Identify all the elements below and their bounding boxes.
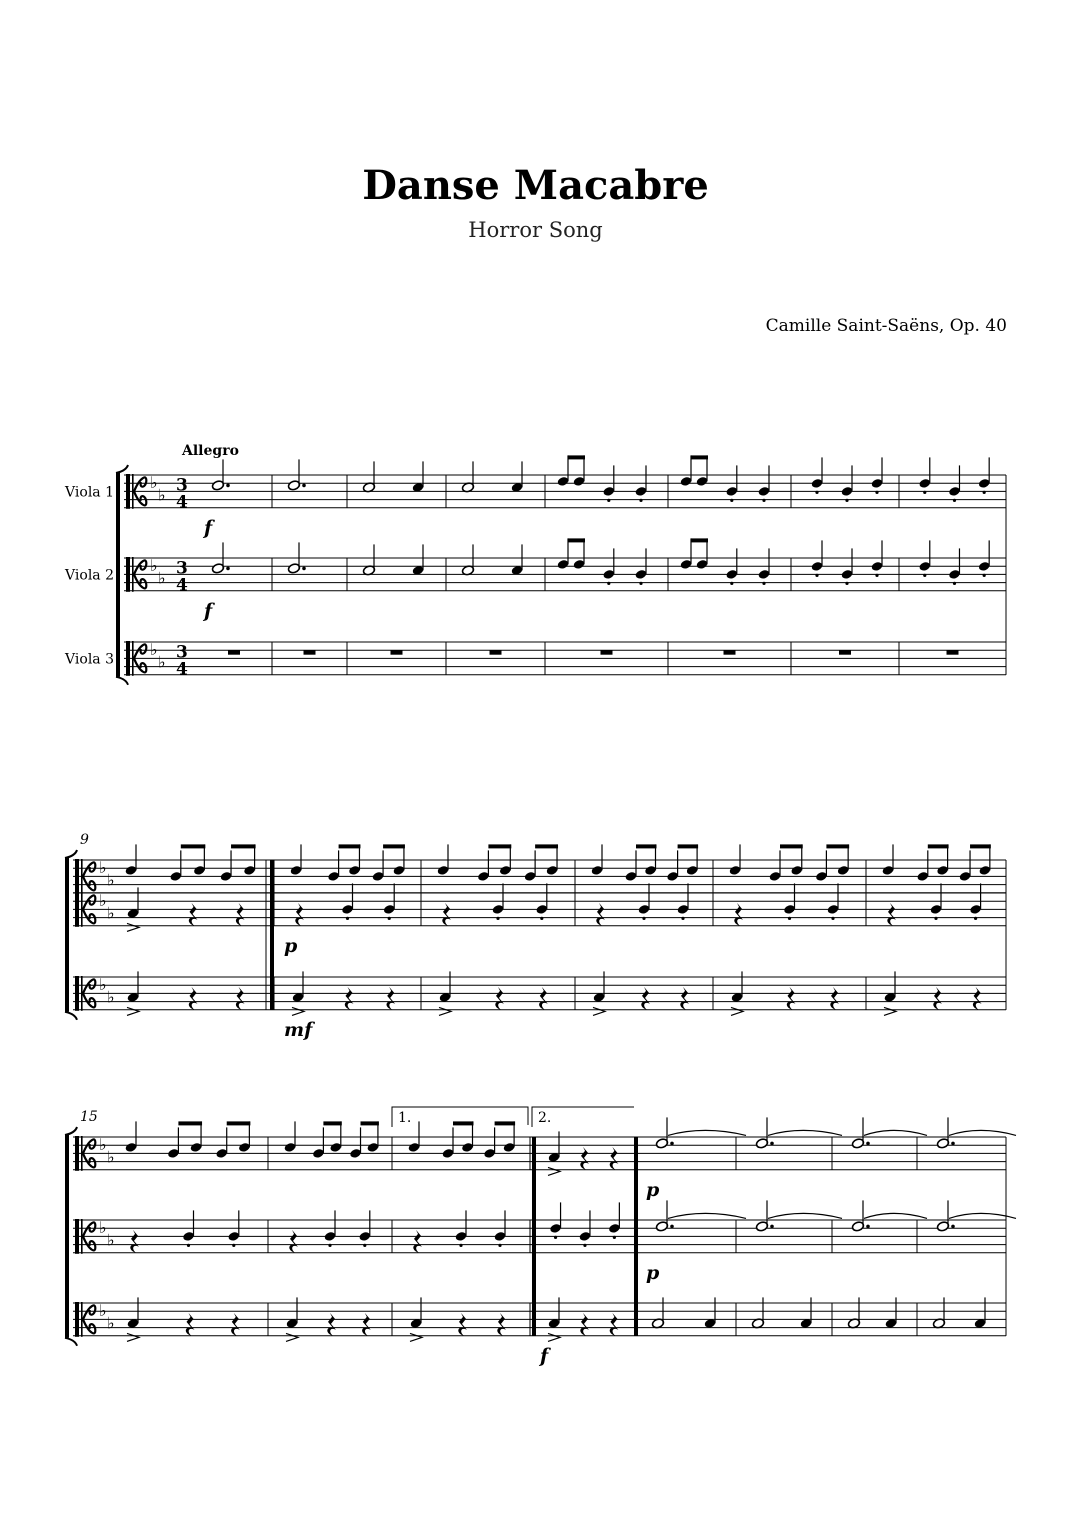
alto-clef-upper-curl [83,1305,95,1319]
flat-sign: ♭ [107,870,115,890]
alto-clef-lower-curl [83,909,95,923]
flat-sign: ♭ [99,891,107,911]
quarter-rest [495,987,504,1010]
alto-clef-upper-curl [83,862,95,876]
accent-mark [884,1007,896,1015]
alto-clef-upper-curl [134,644,146,658]
staccato-dot [583,1244,586,1247]
piece-title: Danse Macabre [362,162,709,209]
tie [668,1130,746,1135]
bracket-hook-top [116,465,128,473]
tie [864,1130,927,1135]
quarter-rest [189,987,198,1010]
staccato-dot [974,917,977,920]
quarter-rest [130,1230,139,1253]
accent-mark [286,1333,298,1341]
alto-clef-upper-curl [83,1222,95,1236]
beam [691,538,708,542]
beam [383,844,405,848]
quarter-rest [497,1313,506,1336]
augmentation-dot [770,1225,774,1229]
staccato-dot [845,582,848,585]
system-2 [65,832,1006,1041]
alto-clef-lower-curl [134,658,146,672]
staccato-dot [554,1236,557,1239]
system-1 [116,455,1006,684]
measure-number: 9 [80,832,89,848]
staccato-dot [788,917,791,920]
beam [970,844,991,848]
instrument-name: Viola 3 [65,651,114,668]
quarter-rest [362,1313,371,1336]
staccato-dot [607,582,610,585]
quarter-rest [610,1313,619,1336]
dynamic-marking: f [540,1344,549,1367]
whole-rest [304,650,316,655]
quarter-rest [327,1313,336,1336]
alto-clef-lower-curl [134,491,146,505]
whole-rest [839,650,851,655]
staccato-dot [346,917,349,920]
staccato-dot [831,917,834,920]
staccato-dot [762,582,765,585]
quarter-rest [641,987,650,1010]
staccato-dot [983,574,986,577]
flat-sign: ♭ [150,556,158,576]
quarter-rest [580,1313,589,1336]
flat-sign: ♭ [107,903,115,923]
bracket-hook-bottom [116,677,128,685]
quarter-rest [236,987,245,1010]
quarter-rest [236,903,245,926]
quarter-rest [345,987,354,1010]
flat-sign: ♭ [99,1135,107,1155]
alto-clef-thin-bar [132,641,134,676]
alto-clef-bar [75,1302,79,1337]
bracket-hook-bottom [65,1012,77,1020]
quarter-rest [458,1313,467,1336]
accent-mark [127,1007,139,1015]
accent-mark [410,1333,422,1341]
instrument-name: Viola 2 [65,567,114,584]
staccato-dot [681,917,684,920]
volta-thick-barline [532,1137,536,1336]
augmentation-dot [302,567,306,571]
time-sig-denominator: 4 [176,492,188,513]
whole-rest [601,650,613,655]
staccato-dot [934,917,937,920]
flat-sign: ♭ [107,1147,115,1167]
dynamic-marking: f [204,516,213,539]
beam [928,844,949,848]
quarter-rest [887,903,896,926]
staccato-dot [187,1244,190,1247]
tie [949,1130,1016,1135]
quarter-rest [295,903,304,926]
dynamic-marking: f [204,599,213,622]
augmentation-dot [302,484,306,488]
beam [339,844,361,848]
staccato-dot [388,917,391,920]
flat-sign: ♭ [99,858,107,878]
quarter-rest [186,1313,195,1336]
dynamic-marking: mf [284,1018,313,1041]
bracket-hook-bottom [65,1338,77,1346]
quarter-rest [387,987,396,1010]
bracket-hook-top [65,1127,77,1135]
time-sig-denominator: 4 [176,659,188,680]
alto-clef-upper-curl [134,560,146,574]
staccato-dot [363,1244,366,1247]
staccato-dot [639,499,642,502]
accent-mark [292,1007,304,1015]
accent-mark [731,1007,743,1015]
staccato-dot [496,917,499,920]
augmentation-dot [770,1142,774,1146]
alto-clef-upper-curl [83,1139,95,1153]
alto-clef-thin-bar [132,474,134,509]
beam [453,1121,474,1125]
instrument-name: Viola 1 [65,484,114,501]
alto-clef-upper-curl [83,979,95,993]
accent-mark [593,1007,605,1015]
alto-clef-upper-curl [83,895,95,909]
quarter-rest [787,987,796,1010]
volta-label-2: 2. [538,1110,552,1126]
tie [668,1213,746,1218]
tie [768,1130,842,1135]
augmentation-dot [951,1225,955,1229]
system-bracket [65,1135,69,1338]
staccato-dot [730,582,733,585]
alto-clef-bar [126,557,130,592]
beam [231,844,256,848]
time-sig-numerator: 3 [176,558,188,579]
system-3 [65,1109,1016,1367]
alto-clef-thin-bar [81,859,83,894]
quarter-rest [539,987,548,1010]
alto-clef-lower-curl [83,1319,95,1333]
augmentation-dot [670,1225,674,1229]
dynamic-marking: p [646,1178,660,1201]
staccato-dot [613,1236,616,1239]
beam [636,844,657,848]
flat-sign: ♭ [158,568,166,588]
beam [780,844,803,848]
alto-clef-upper-curl [134,477,146,491]
beam [495,1121,515,1125]
augmentation-dot [866,1225,870,1229]
alto-clef-thin-bar [81,1302,83,1337]
beam [181,844,206,848]
alto-clef-bar [126,641,130,676]
staccato-dot [815,574,818,577]
piece-subtitle: Horror Song [468,218,603,242]
accent-mark [548,1333,560,1341]
time-sig-numerator: 3 [176,475,188,496]
alto-clef-lower-curl [83,876,95,890]
staccato-dot [845,499,848,502]
flat-sign: ♭ [99,975,107,995]
measure-number: 15 [80,1109,98,1125]
volta-label-1: 1. [398,1110,412,1126]
whole-rest [724,650,736,655]
quarter-rest [680,987,689,1010]
beam [361,1121,379,1125]
dynamic-marking: p [646,1261,660,1284]
alto-clef-bar [75,1136,79,1171]
quarter-rest [289,1230,298,1253]
flat-sign: ♭ [150,473,158,493]
system-bracket [116,473,120,677]
staccato-dot [953,582,956,585]
staccato-dot [642,917,645,920]
flat-sign: ♭ [158,485,166,505]
tempo-marking: Allegro [182,443,239,459]
accent-mark [439,1007,451,1015]
staccato-dot [459,1244,462,1247]
alto-clef-lower-curl [83,993,95,1007]
augmentation-dot [226,567,230,571]
beam [568,538,585,542]
alto-clef-bar [75,1219,79,1254]
beam [178,1121,202,1125]
augmentation-dot [670,1142,674,1146]
flat-sign: ♭ [99,1301,107,1321]
beam [691,455,708,459]
staccato-dot [875,574,878,577]
flat-sign: ♭ [107,1230,115,1250]
staccato-dot [983,491,986,494]
whole-rest [391,650,403,655]
staccato-dot [923,574,926,577]
alto-clef-thin-bar [132,557,134,592]
beam [678,844,699,848]
tie [864,1213,927,1218]
bracket-hook-top [65,850,77,858]
augmentation-dot [951,1142,955,1146]
quarter-rest [413,1230,422,1253]
alto-clef-thin-bar [81,892,83,927]
staccato-dot [607,499,610,502]
staccato-dot [815,491,818,494]
composer-credit: Camille Saint-Saëns, Op. 40 [765,316,1007,336]
staccato-dot [639,582,642,585]
alto-clef-bar [126,474,130,509]
beam [227,1121,251,1125]
flat-sign: ♭ [107,987,115,1007]
whole-rest [947,650,959,655]
quarter-rest [580,1147,589,1170]
beam [826,844,849,848]
alto-clef-lower-curl [83,1236,95,1250]
staccato-dot [762,499,765,502]
time-sig-numerator: 3 [176,642,188,663]
system-bracket [65,858,69,1012]
alto-clef-thin-bar [81,1136,83,1171]
quarter-rest [231,1313,240,1336]
alto-clef-bar [75,976,79,1011]
beam [535,844,558,848]
staccato-dot [953,499,956,502]
flat-sign: ♭ [158,652,166,672]
staccato-dot [498,1244,501,1247]
flat-sign: ♭ [99,1218,107,1238]
beam [568,455,585,459]
dynamic-marking: p [284,934,298,957]
time-sig-denominator: 4 [176,575,188,596]
alto-clef-lower-curl [134,574,146,588]
repeat-thick-barline [270,860,274,1010]
quarter-rest [830,987,839,1010]
whole-rest [228,650,240,655]
quarter-rest [610,1147,619,1170]
accent-mark [127,923,139,931]
staccato-dot [875,491,878,494]
alto-clef-lower-curl [83,1153,95,1167]
accent-mark [548,1167,560,1175]
quarter-rest [933,987,942,1010]
tie [768,1213,842,1218]
quarter-rest [189,903,198,926]
augmentation-dot [866,1142,870,1146]
staccato-dot [232,1244,235,1247]
staccato-dot [540,917,543,920]
alto-clef-bar [75,859,79,894]
quarter-rest [734,903,743,926]
flat-sign: ♭ [107,1313,115,1333]
staccato-dot [923,491,926,494]
alto-clef-bar [75,892,79,927]
alto-clef-thin-bar [81,1219,83,1254]
beam [488,844,511,848]
quarter-rest [596,903,605,926]
augmentation-dot [226,484,230,488]
repeat-thick-barline-2 [634,1137,638,1336]
flat-sign: ♭ [150,640,158,660]
accent-mark [127,1333,139,1341]
staccato-dot [328,1244,331,1247]
beam [323,1121,341,1125]
whole-rest [490,650,502,655]
staccato-dot [730,499,733,502]
quarter-rest [973,987,982,1010]
alto-clef-thin-bar [81,976,83,1011]
quarter-rest [442,903,451,926]
